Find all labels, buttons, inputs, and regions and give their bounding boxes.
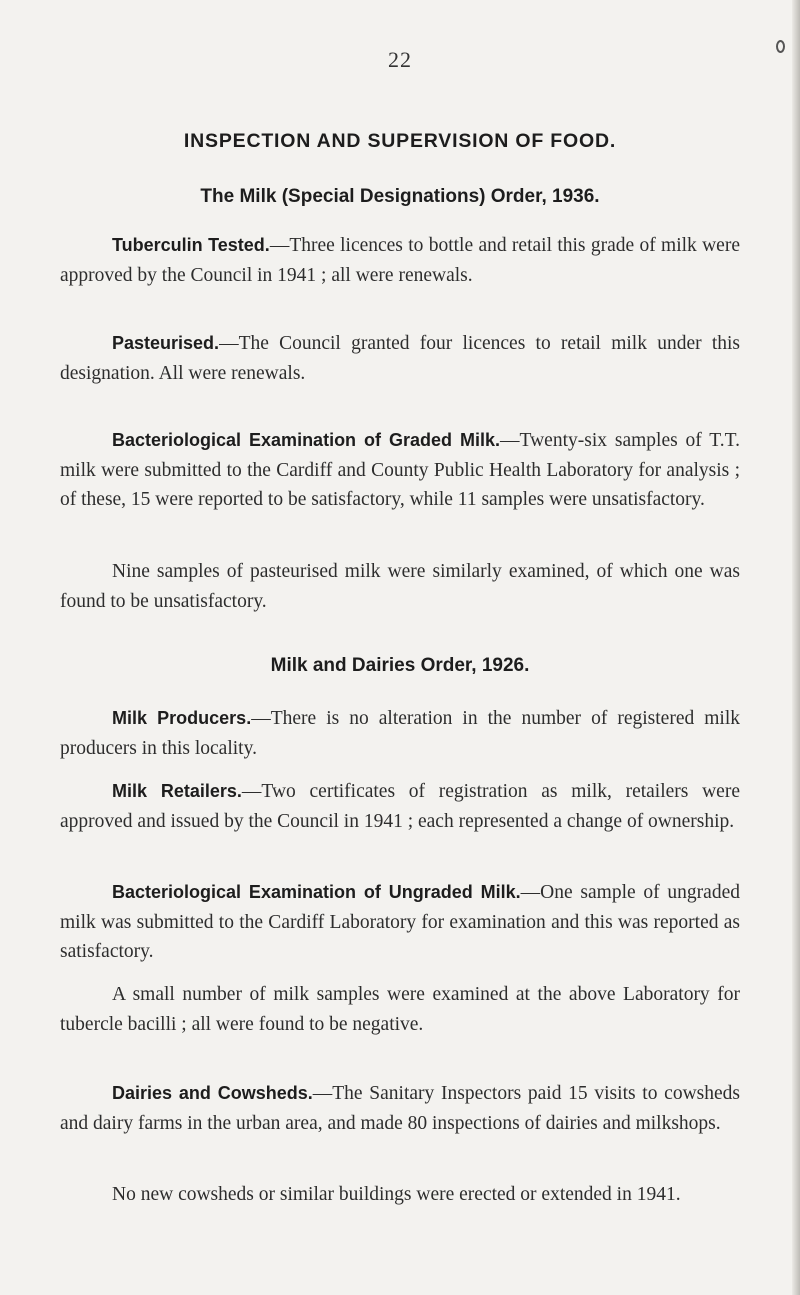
paragraph-graded-milk-examination — [60, 426, 740, 515]
paragraph-tubercle-bacilli — [60, 980, 740, 1039]
paragraph-dairies-cowsheds — [60, 1079, 740, 1138]
paragraph-text: —The Council granted four licences to retail milk under this designation. All were renewals. — [60, 333, 740, 384]
paragraph-lead: Milk Retailers. — [112, 781, 242, 801]
paragraph-tuberculin-tested — [60, 231, 740, 290]
paragraph-lead: Bacteriological Examination of Ungraded Milk. — [112, 882, 521, 902]
paragraph-text: —Three licences to bottle and retail this grade of milk were approved by the Council in 1941 ; all were renewals. — [60, 235, 740, 286]
paragraph-milk-producers — [60, 704, 740, 763]
paragraph-lead: Pasteurised. — [112, 333, 220, 353]
paragraph-lead: Bacteriological Examination of Graded Milk. — [112, 430, 501, 450]
page-number: 22 — [388, 47, 412, 72]
paragraph-text: —One sample of ungraded milk was submitted to the Cardiff Laboratory for examination and this was reported as satisfactory. — [60, 882, 740, 962]
paragraph-pasteurised — [60, 329, 740, 388]
paragraph-text: —The Sanitary Inspectors paid 15 visits to cowsheds and dairy farms in the urban area, and made 80 inspections of dairies and milkshops. — [60, 1083, 741, 1134]
paragraph-text: No new cowsheds or similar buildings were erected or extended in 1941. — [112, 1184, 681, 1205]
paragraph-lead: Dairies and Cowsheds. — [112, 1083, 313, 1103]
paragraph-text: —There is no alteration in the number of registered milk producers in this locality. — [60, 708, 741, 759]
paragraph-text: —Twenty-six samples of T.T. milk were submitted to the Cardiff and County Public Health Laboratory for analysis ; of these, 15 were reported to be satisfactory, while 11 samples were unsatisfactory. — [60, 430, 740, 510]
paragraph-pasteurised-samples — [60, 557, 740, 616]
paragraph-milk-retailers — [60, 777, 740, 836]
main-heading: INSPECTION AND SUPERVISION OF FOOD. — [183, 130, 617, 152]
paragraph-lead: Milk Producers. — [112, 708, 252, 728]
section-heading-milk-dairies: Milk and Dairies Order, 1926. — [270, 655, 530, 676]
section-heading-special-designations: The Milk (Special Designations) Order, 1936. — [200, 186, 600, 207]
paragraph-text: —Two certificates of registration as milk, retailers were approved and issued by the Council in 1941 ; each represented a change of ownership. — [60, 781, 740, 832]
paragraph-new-cowsheds — [60, 1180, 740, 1210]
paragraph-text: A small number of milk samples were examined at the above Laboratory for tubercle bacilli ; all were found to be negative. — [60, 984, 740, 1035]
paragraph-text: Nine samples of pasteurised milk were similarly examined, of which one was found to be unsatisfactory. — [60, 561, 740, 612]
paragraph-lead: Tuberculin Tested. — [112, 235, 270, 255]
paragraph-ungraded-milk-examination — [60, 878, 740, 967]
